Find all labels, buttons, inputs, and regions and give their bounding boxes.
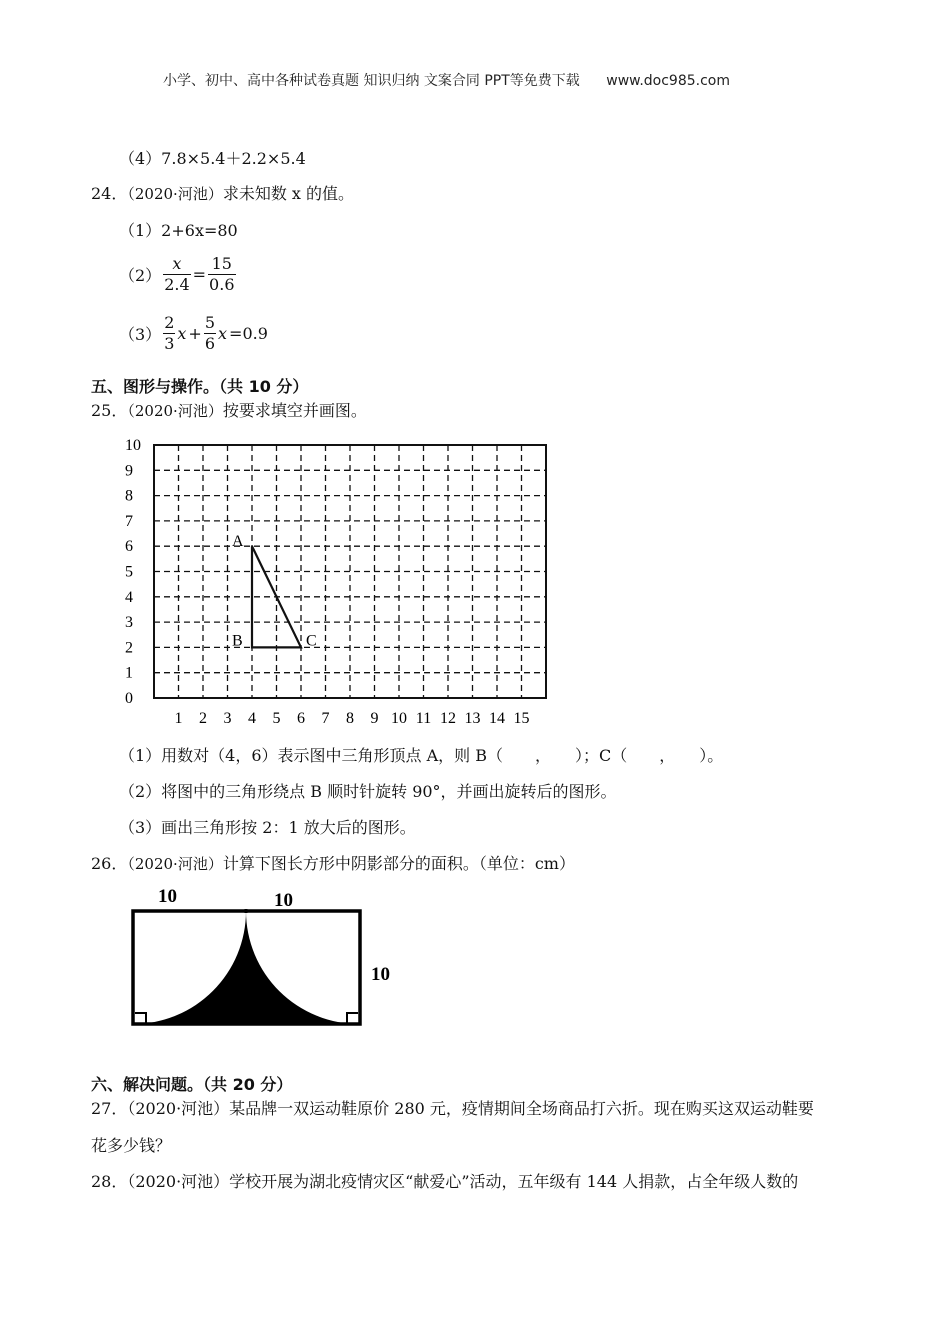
page-header bbox=[163, 70, 730, 90]
grid-lines bbox=[154, 445, 546, 698]
x-tick-label: 12 bbox=[440, 710, 456, 727]
x-tick-label: 5 bbox=[272, 710, 281, 727]
coordinate-grid bbox=[115, 432, 565, 732]
x-tick-label: 8 bbox=[346, 710, 354, 727]
q28-line1 bbox=[91, 1169, 798, 1192]
label-top-right: 10 bbox=[274, 890, 293, 911]
y-tick-label: 2 bbox=[125, 639, 133, 657]
fraction-denominator: 6 bbox=[204, 334, 215, 353]
q24-number: 24． bbox=[91, 184, 128, 203]
vertex-label-a: A bbox=[232, 533, 244, 551]
y-tick-label: 0 bbox=[125, 690, 133, 707]
x-tick-label: 2 bbox=[199, 710, 207, 727]
vertex-label-b: B bbox=[232, 632, 243, 650]
x-tick-label: 14 bbox=[489, 710, 505, 727]
fraction-numerator: 2 bbox=[164, 313, 175, 332]
q25-line bbox=[91, 398, 367, 421]
q25-sub2: （2）将图中的三角形绕点 B 顺时针旋转 90°，并画出旋转后的图形。 bbox=[119, 782, 617, 801]
q24-p3-label: （3） bbox=[119, 325, 162, 344]
y-tick-label: 4 bbox=[125, 588, 133, 606]
x-tick-label: 10 bbox=[391, 710, 407, 727]
y-tick-label: 7 bbox=[125, 512, 133, 530]
q25-prompt: 按要求填空并画图。 bbox=[222, 401, 367, 420]
q24-line bbox=[91, 181, 354, 204]
label-right: 10 bbox=[371, 964, 390, 985]
q24-p3-fraction-2 bbox=[204, 313, 216, 354]
x-tick-label: 13 bbox=[464, 710, 481, 727]
q24-p3-rhs: =0.9 bbox=[229, 324, 268, 343]
plus-sign: + bbox=[188, 324, 202, 343]
label-top-left: 10 bbox=[158, 886, 177, 907]
fraction-denominator: 3 bbox=[164, 334, 175, 353]
y-tick-label: 9 bbox=[125, 462, 133, 480]
x-tick-label: 4 bbox=[248, 710, 256, 727]
q24-p2-label: （2） bbox=[119, 266, 162, 285]
q24-p3-fraction-1 bbox=[163, 313, 175, 354]
q26-line bbox=[91, 851, 575, 874]
q24-p2-rhs-fraction bbox=[208, 254, 235, 295]
q24-part1: （1）2+6x=80 bbox=[119, 221, 238, 240]
q24-prompt: 求未知数 x 的值。 bbox=[222, 184, 355, 203]
y-tick-label: 5 bbox=[125, 563, 133, 581]
y-tick-label: 3 bbox=[125, 614, 133, 632]
y-tick-label: 10 bbox=[125, 437, 141, 454]
fraction-denominator: 2.4 bbox=[164, 275, 190, 294]
fraction-denominator: 0.6 bbox=[209, 275, 235, 294]
x-tick-label: 7 bbox=[321, 710, 330, 727]
x-tick-label: 11 bbox=[415, 710, 432, 727]
q25-number: 25． bbox=[91, 401, 128, 420]
variable-x: x bbox=[177, 324, 187, 343]
q25-sub3: （3）画出三角形按 2：1 放大后的图形。 bbox=[119, 818, 416, 837]
q28-text: （2020·河池）学校开展为湖北疫情灾区“献爱心”活动，五年级有 144 人捐款，占全年级人数的 bbox=[127, 1172, 799, 1191]
shaded-region bbox=[133, 911, 360, 1024]
fraction-numerator: 5 bbox=[204, 313, 215, 332]
x-axis-labels bbox=[175, 710, 530, 727]
vertex-label-c: C bbox=[306, 632, 317, 650]
x-tick-label: 1 bbox=[174, 710, 183, 727]
fraction-numerator: x bbox=[163, 254, 190, 275]
q23-part4: （4）7.8×5.4＋2.2×5.4 bbox=[119, 149, 306, 168]
header-url[interactable]: www.doc985.com bbox=[606, 73, 730, 89]
y-axis-labels bbox=[125, 437, 141, 707]
variable-x: x bbox=[218, 324, 228, 343]
q25-source: （2020·河池） bbox=[127, 402, 223, 420]
section5-title: 五、图形与操作。（共 10 分） bbox=[91, 377, 309, 396]
q27-number: 27． bbox=[91, 1099, 128, 1118]
y-tick-label: 1 bbox=[125, 664, 133, 682]
y-tick-label: 6 bbox=[125, 538, 133, 556]
x-tick-label: 15 bbox=[513, 710, 530, 727]
fraction-numerator: 15 bbox=[208, 254, 235, 275]
y-tick-label: 8 bbox=[125, 487, 133, 505]
q25-sub1: （1）用数对（4，6）表示图中三角形顶点 A，则 B（ ， ）；C（ ， ）。 bbox=[119, 746, 724, 765]
q24-p2-lhs-fraction bbox=[163, 254, 190, 295]
q24-part3 bbox=[119, 313, 268, 354]
q26-number: 26． bbox=[91, 854, 128, 873]
q24-source: （2020·河池） bbox=[127, 185, 223, 203]
x-tick-label: 3 bbox=[223, 710, 232, 727]
section6-title: 六、解决问题。（共 20 分） bbox=[91, 1075, 293, 1094]
q28-number: 28． bbox=[91, 1172, 128, 1191]
q26-prompt: 计算下图长方形中阴影部分的面积。（单位：cm） bbox=[222, 854, 575, 873]
header-text: 小学、初中、高中各种试卷真题 知识归纳 文案合同 PPT等免费下载 bbox=[163, 73, 580, 89]
shaded-rectangle-figure bbox=[125, 880, 405, 1032]
q27-line1 bbox=[91, 1096, 814, 1119]
q27-line2: 花多少钱？ bbox=[91, 1136, 172, 1155]
x-tick-label: 6 bbox=[297, 710, 305, 727]
x-tick-label: 9 bbox=[370, 710, 379, 727]
q27-text: （2020·河池）某品牌一双运动鞋原价 280 元，疫情期间全场商品打六折。现在购买这双运动鞋要 bbox=[127, 1099, 814, 1118]
equals-sign: = bbox=[192, 265, 207, 284]
q24-part2 bbox=[119, 254, 236, 295]
q26-source: （2020·河池） bbox=[127, 855, 223, 873]
